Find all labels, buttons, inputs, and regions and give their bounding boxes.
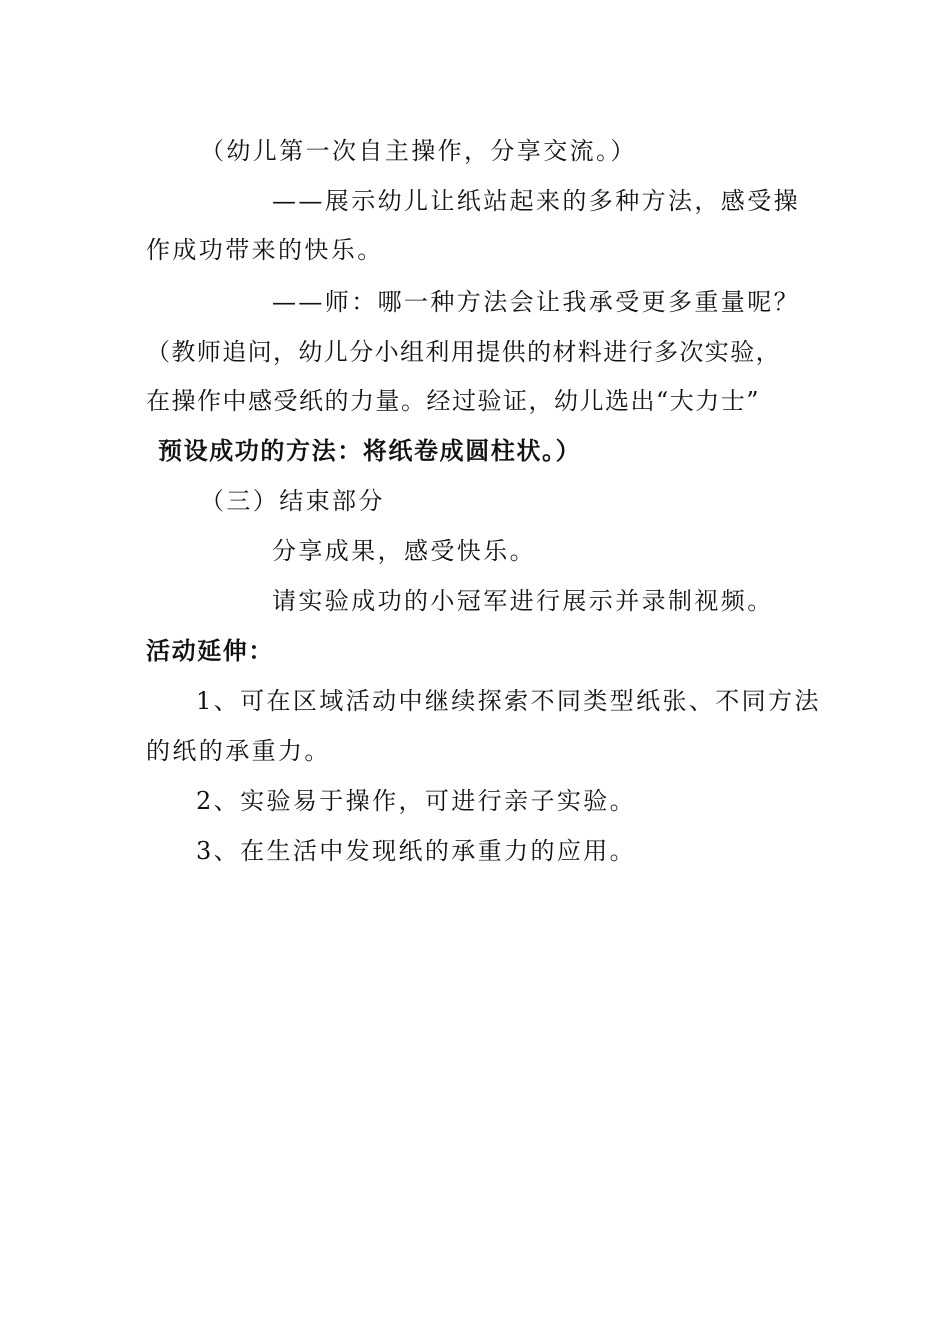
paragraph-share-results: 分享成果，感受快乐。	[272, 537, 536, 565]
paragraph-experiment: 在操作中感受纸的力量。经过验证，幼儿选出“大力士”	[146, 387, 761, 415]
paragraph-first-operation: （幼儿第一次自主操作，分享交流。）	[200, 137, 637, 165]
extension-item-3: 3、在生活中发现纸的承重力的应用。	[196, 837, 637, 865]
paragraph-preset-method: 预设成功的方法：将纸卷成圆柱状。）	[158, 437, 582, 465]
paragraph-show-methods-cont: 作成功带来的快乐。	[146, 236, 384, 264]
section-heading-ending: （三）结束部分	[200, 487, 385, 515]
extension-item-2: 2、实验易于操作，可进行亲子实验。	[196, 787, 637, 815]
extension-item-1-cont: 的纸的承重力。	[146, 737, 331, 765]
extension-item-1: 1、可在区域活动中继续探索不同类型纸张、不同方法	[196, 687, 821, 715]
paragraph-teacher-followup: （教师追问，幼儿分小组利用提供的材料进行多次实验，	[146, 338, 781, 366]
paragraph-show-champion: 请实验成功的小冠军进行展示并录制视频。	[272, 587, 774, 615]
heading-activity-extension: 活动延伸：	[146, 637, 274, 665]
paragraph-teacher-question: ——师：哪一种方法会让我承受更多重量呢？	[272, 288, 800, 316]
paragraph-show-methods: ——展示幼儿让纸站起来的多种方法，感受操	[272, 187, 800, 215]
